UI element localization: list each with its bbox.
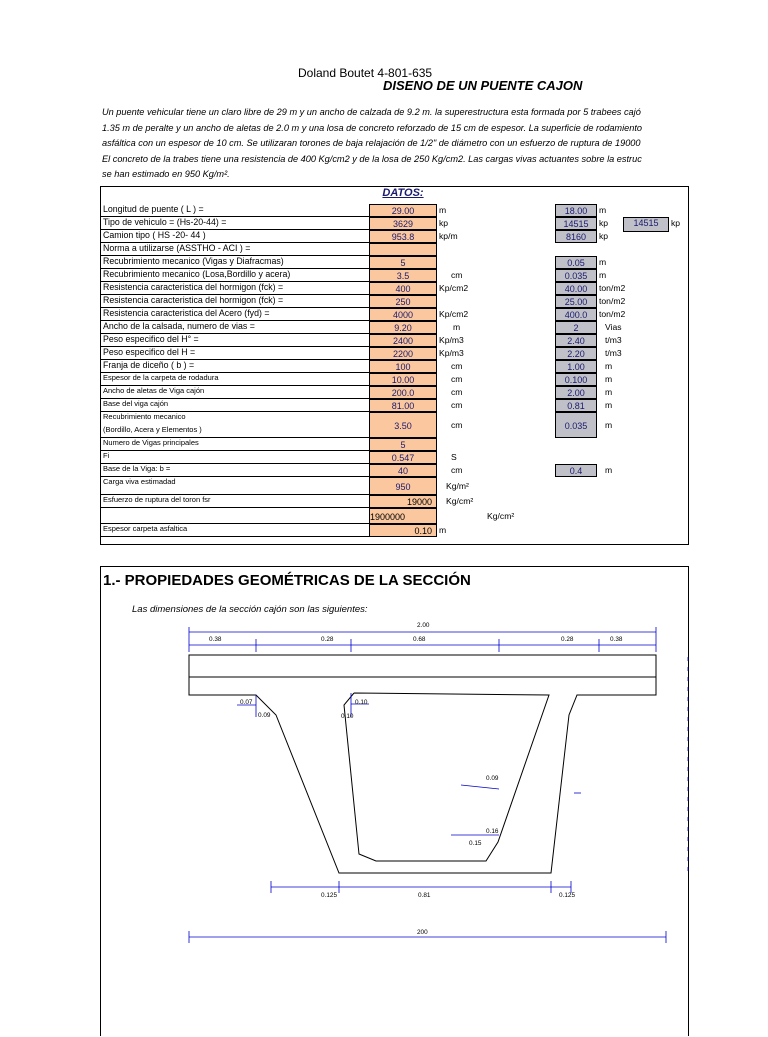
row-converted-cell[interactable]: 8160 (555, 230, 597, 243)
intro-line: asfáltica con un espesor de 10 cm. Se utilizaran torones de baja relajación de 1/2" de diámetro con un esfuerzo de ruptura de 19000 (102, 138, 641, 149)
row-unit: cm (451, 374, 463, 384)
row-unit: Kg/cm² (446, 496, 474, 506)
inner-cell (344, 693, 549, 861)
datos-heading: DATOS: (382, 187, 424, 199)
section-title: 1.- PROPIEDADES GEOMÉTRICAS DE LA SECCIÓN (103, 572, 471, 589)
intro-line: 1.35 m de peralte y un ancho de aletas de 2.0 m y una losa de concreto reforzado de 15 cm de espesor. La superficie de rodamiento (102, 122, 643, 133)
row-converted-cell[interactable]: 0.4 (555, 464, 597, 477)
extra-unit: kp (671, 218, 681, 228)
row-converted-cell[interactable]: 0.05 (555, 256, 597, 269)
extra-value-cell[interactable]: 14515 (623, 217, 669, 232)
row-converted-unit: ton/m2 (599, 283, 626, 293)
row-unit: cm (451, 270, 463, 280)
row-converted-unit: ton/m2 (599, 296, 626, 306)
dim-seg5: 0.38 (610, 636, 623, 643)
datos-table (100, 186, 689, 545)
row-unit: cm (451, 361, 463, 371)
row-unit: Kg/cm² (487, 511, 515, 521)
row-value-cell[interactable]: 953.8 (369, 230, 437, 243)
row-unit: m (439, 205, 447, 215)
row-unit: cm (451, 400, 463, 410)
row-converted-cell[interactable]: 2.40 (555, 334, 597, 347)
dim-010a: 0.10 (355, 699, 368, 706)
row-label: Resistencia caracteristica del hormigon (fck) = (103, 295, 284, 305)
row-converted-cell[interactable]: 0.035 (555, 269, 597, 282)
row-converted-unit: ton/m2 (599, 309, 626, 319)
row-value-cell[interactable]: 0.10 (369, 524, 437, 537)
intro-line: El concreto de la trabes tiene una resistencia de 400 Kg/cm2 y de la losa de 250 Kg/cm2. Las cargas vivas actuantes sobre la estruc (102, 153, 642, 164)
intro-paragraph (102, 105, 742, 183)
row-converted-unit: m (605, 387, 613, 397)
row-divider (101, 536, 369, 537)
dim-010b: 0.10 (341, 713, 354, 720)
row-converted-cell[interactable]: 1.00 (555, 360, 597, 373)
row-label: Ancho de aletas de Viga cajón (103, 386, 205, 395)
dim-seg1: 0.38 (209, 636, 222, 643)
row-value-cell[interactable]: 40 (369, 464, 437, 477)
dim-seg2: 0.28 (321, 636, 334, 643)
row-converted-cell[interactable]: 25.00 (555, 295, 597, 308)
row-converted-cell[interactable]: 40.00 (555, 282, 597, 295)
row-label: Numero de Vigas principales (103, 438, 199, 447)
dim-b3: 0.125 (559, 892, 575, 899)
document-title: DISENO DE UN PUENTE CAJON (383, 78, 583, 93)
row-unit: S (451, 452, 457, 462)
row-converted-unit: kp (599, 231, 609, 241)
row-value-cell[interactable]: 950 (369, 477, 437, 495)
row-value-cell[interactable]: 1900000 (369, 508, 437, 524)
dim-top-total: 2.00 (417, 622, 430, 629)
row-converted-unit: m (599, 270, 607, 280)
row-label: Tipo de vehiculo = (Hs-20-44) = (103, 217, 227, 227)
dim-seg3: 0.68 (413, 636, 426, 643)
row-unit: Kg/m² (446, 481, 469, 491)
box-outline (189, 677, 656, 873)
author-line: Doland Boutet 4-801-635 (298, 66, 433, 80)
row-label: Peso especifico del H = (103, 347, 196, 357)
row-label: Fi (103, 451, 110, 460)
row-label: Peso especifico del H° = (103, 334, 199, 344)
dim-009b: 0.09 (486, 775, 499, 782)
row-converted-cell[interactable]: 2 (555, 321, 597, 334)
row-unit: kp/m (439, 231, 458, 241)
row-converted-unit: m (605, 400, 613, 410)
row-converted-cell[interactable]: 0.035 (555, 412, 597, 438)
row-unit: cm (451, 465, 463, 475)
row-label: Longitud de puente ( L ) = (103, 204, 204, 214)
dim-bottom-total: 200 (417, 929, 428, 936)
row-value-cell[interactable]: 3.50 (369, 412, 437, 438)
dim-007: 0.07 (240, 699, 253, 706)
row-unit: Kp/m3 (439, 348, 464, 358)
row-converted-cell[interactable]: 2.20 (555, 347, 597, 360)
row-label: Recubrimiento mecanico (Losa,Bordillo y acera) (103, 269, 291, 279)
row-converted-cell[interactable]: 2.00 (555, 386, 597, 399)
row-value-cell[interactable]: 81.00 (369, 399, 437, 412)
row-converted-unit: m (599, 205, 607, 215)
row-value-cell[interactable] (369, 243, 437, 256)
row-value-cell[interactable]: 0.547 (369, 451, 437, 464)
row-divider (101, 507, 369, 508)
row-value-cell[interactable]: 400 (369, 282, 437, 295)
row-converted-unit: m (605, 361, 613, 371)
row-label: Carga viva estimadad (103, 477, 176, 486)
row-value-cell[interactable]: 2200 (369, 347, 437, 360)
dim-b2: 0.81 (418, 892, 431, 899)
row-value-cell[interactable]: 2400 (369, 334, 437, 347)
row-label: Resistencia caracteristica del Acero (fyd) = (103, 308, 270, 318)
row-value-cell[interactable]: 250 (369, 295, 437, 308)
row-converted-unit: t/m3 (605, 335, 622, 345)
deck-slab (189, 655, 656, 677)
row-unit: cm (451, 420, 463, 430)
row-converted-cell[interactable]: 14515 (555, 217, 597, 230)
intro-line: Un puente vehicular tiene un claro libre de 29 m y un ancho de calzada de 9.2 m. la superestructura esta formada por 5 trabees cajó (102, 107, 641, 117)
row-value-cell[interactable]: 5 (369, 438, 437, 451)
row-label-secondary: (Bordillo, Acera y Elementos ) (103, 425, 202, 434)
row-converted-cell[interactable]: 400.0 (555, 308, 597, 321)
row-value-cell[interactable]: 9.20 (369, 321, 437, 334)
section-subtitle: Las dimensiones de la sección cajón son las siguientes: (132, 604, 368, 615)
row-unit: m (439, 525, 447, 535)
row-unit: m (453, 322, 461, 332)
row-label: Espesor carpeta asfaltica (103, 524, 188, 533)
dim-015: 0.15 (469, 840, 482, 847)
row-value-cell[interactable]: 5 (369, 256, 437, 269)
row-label: Resistencia caracteristica del hormigon (fck) = (103, 282, 284, 292)
row-unit: Kp/cm2 (439, 283, 469, 293)
row-value-cell[interactable]: 4000 (369, 308, 437, 321)
row-converted-unit: m (605, 420, 613, 430)
row-label: Espesor de la carpeta de rodadura (103, 373, 219, 382)
row-converted-cell[interactable]: 18.00 (555, 204, 597, 217)
dim-seg4: 0.28 (561, 636, 574, 643)
row-label: Franja de diceño ( b ) = (103, 360, 195, 370)
row-converted-unit: t/m3 (605, 348, 622, 358)
row-converted-unit: m (599, 257, 607, 267)
row-label: Base de la Viga: b = (103, 464, 171, 473)
row-label: Esfuerzo de ruptura del toron fsr (103, 495, 211, 504)
row-label: Camion tipo ( HS -20- 44 ) (103, 230, 206, 240)
row-unit: kp (439, 218, 449, 228)
row-converted-unit: m (605, 465, 613, 475)
dim-b1: 0.125 (321, 892, 337, 899)
row-label: Base del viga cajón (103, 399, 169, 408)
row-unit: cm (451, 387, 463, 397)
row-label: Recubrimiento mecanico (Vigas y Diafracmas) (103, 256, 284, 266)
row-value-cell[interactable]: 3.5 (369, 269, 437, 282)
row-converted-cell[interactable]: 0.100 (555, 373, 597, 386)
row-label: Recubrimiento mecanico (103, 412, 186, 421)
row-converted-unit: kp (599, 218, 609, 228)
row-divider (101, 450, 369, 451)
row-value-cell[interactable]: 29.00 (369, 204, 437, 217)
row-value-cell[interactable]: 200.0 (369, 386, 437, 399)
section-properties (100, 566, 689, 1036)
box-girder-drawing (101, 567, 690, 1037)
row-label: Ancho de la calsada, numero de vias = (103, 321, 255, 331)
row-unit: Kp/cm2 (439, 309, 469, 319)
row-value-cell[interactable]: 3629 (369, 217, 437, 230)
row-value-cell[interactable]: 100 (369, 360, 437, 373)
row-value-cell[interactable]: 10.00 (369, 373, 437, 386)
row-converted-unit: Vias (605, 322, 622, 332)
intro-line: se han estimado en 950 Kg/m². (102, 169, 230, 180)
dim-016: 0.16 (486, 828, 499, 835)
row-converted-unit: m (605, 374, 613, 384)
row-value-cell[interactable]: 19000 (369, 495, 437, 508)
dim-009a: 0.09 (258, 712, 271, 719)
row-unit: Kp/m3 (439, 335, 464, 345)
row-label: Norma a utilizarse (ASSTHO - ACI ) = (103, 243, 251, 253)
row-converted-cell[interactable]: 0.81 (555, 399, 597, 412)
